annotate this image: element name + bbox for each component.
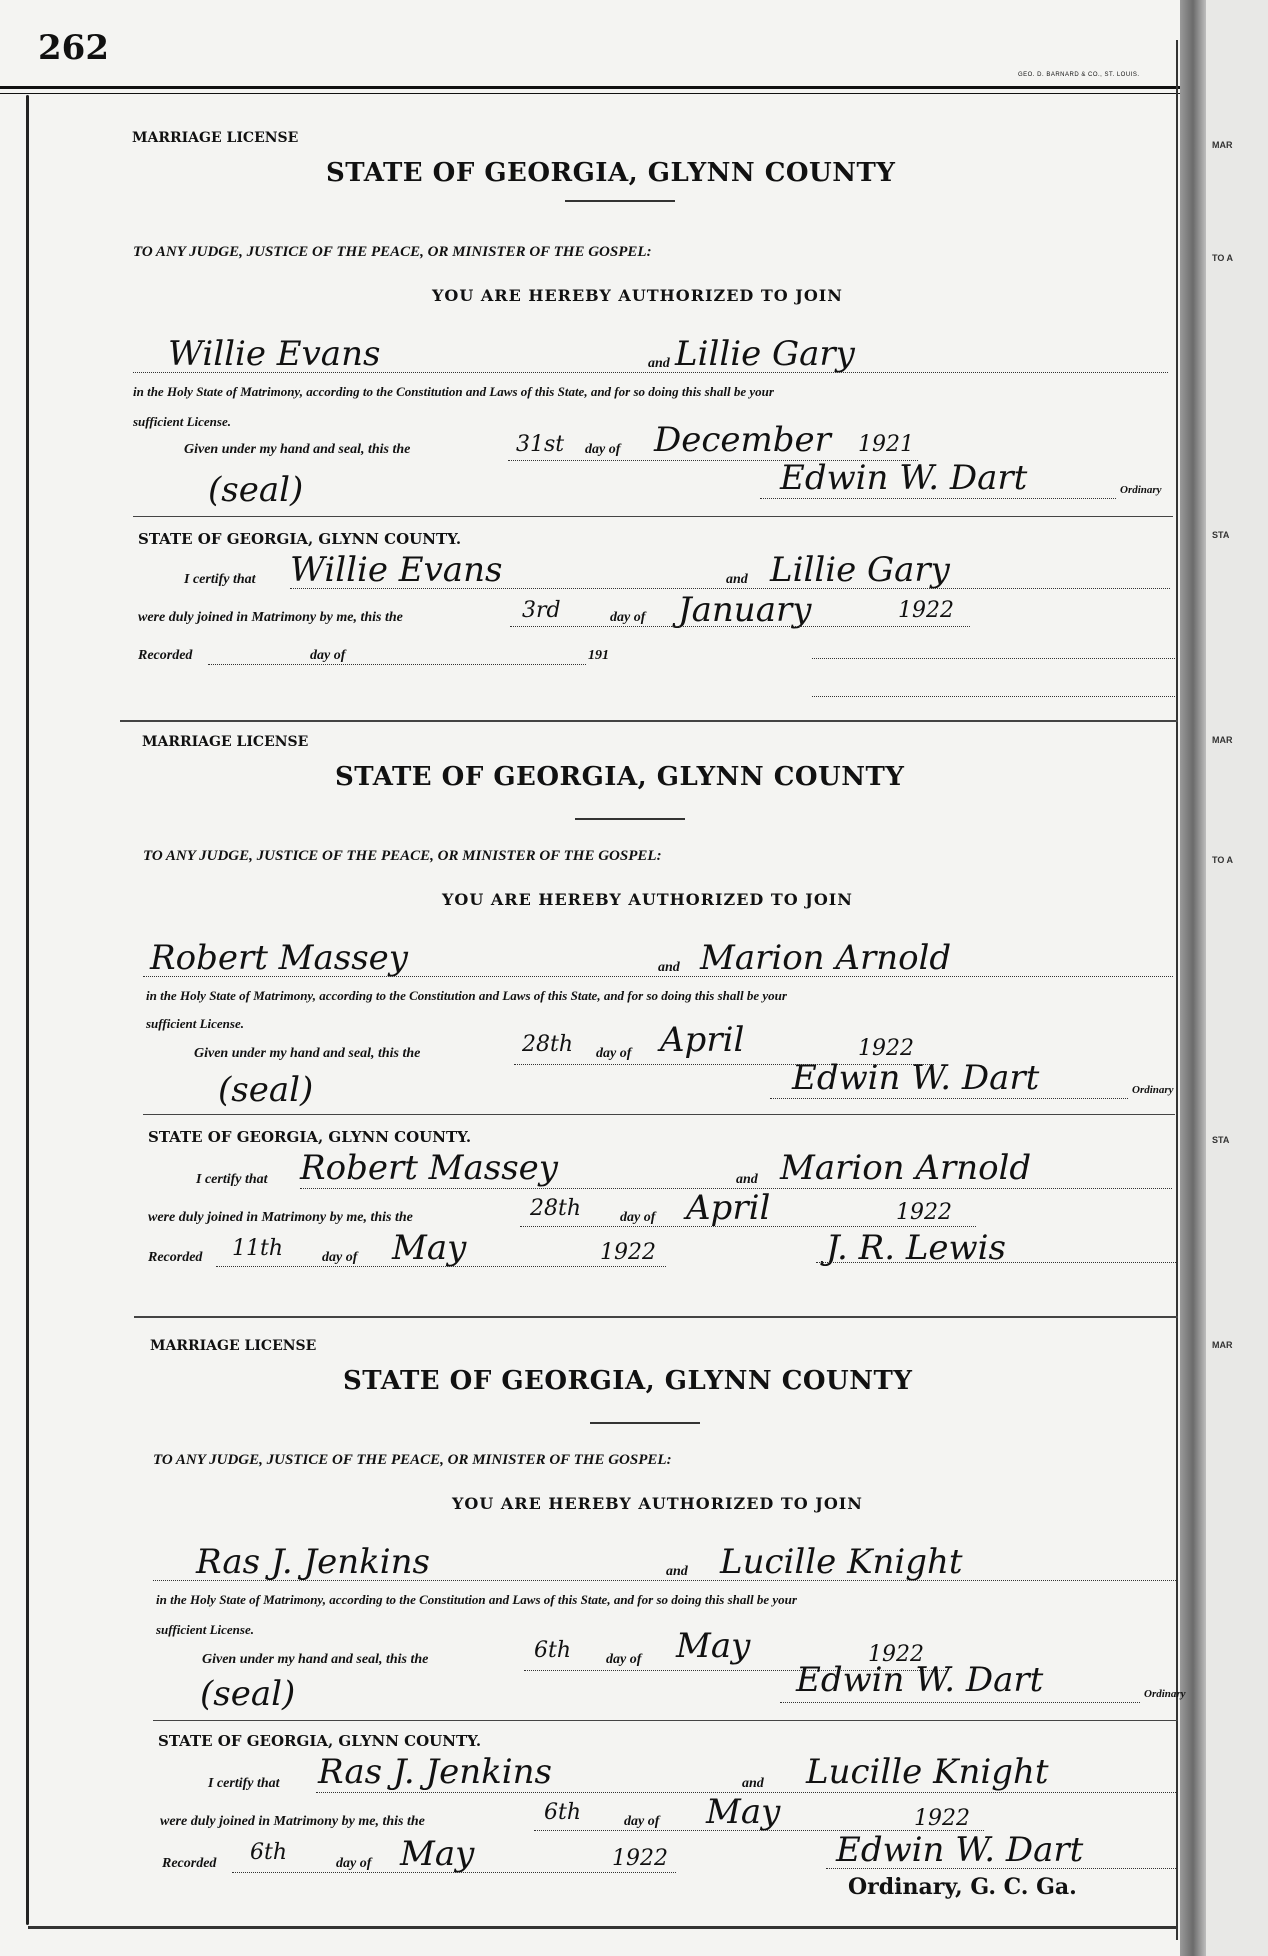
groom-name: Ras J. Jenkins [196,1542,430,1582]
cert-groom-name: Robert Massey [300,1148,558,1188]
right-margin-rule [1176,40,1178,1940]
cert-groom-name: Willie Evans [290,550,503,590]
recorded-day: 11th [232,1236,284,1261]
joined-line [520,1226,976,1227]
joined-label: were duly joined in Matrimony by me, this the [148,1210,413,1225]
ordinary-line [760,498,1116,499]
groom-name: Willie Evans [168,334,381,374]
given-year: 1922 [868,1642,924,1667]
license-header-small: MARRIAGE LICENSE [150,1338,317,1354]
and-label: and [742,1776,764,1791]
ordinary-label: Ordinary [1144,1688,1186,1700]
cert-bride-name: Lucille Knight [806,1752,1049,1792]
bride-name: Lucille Knight [720,1542,963,1582]
given-day: 6th [534,1638,572,1663]
left-margin-rule [26,95,29,1925]
joined-month: May [706,1792,781,1832]
certificate-header: STATE OF GEORGIA, GLYNN COUNTY. [138,530,462,548]
and-label: and [726,572,748,587]
recorded-label: Recorded [162,1856,217,1871]
joined-label: were duly joined in Matrimony by me, this the [160,1814,425,1829]
license-header-small: MARRIAGE LICENSE [132,130,299,146]
given-year: 1921 [858,432,914,457]
names-line [153,1580,1178,1581]
certify-label: I certify that [184,572,256,587]
recorded-line [208,664,586,665]
groom-name: Robert Massey [150,938,408,978]
license-cert-divider [133,516,1173,517]
license-header-big: STATE OF GEORGIA, GLYNN COUNTY [326,158,896,188]
officiant-signature: J. R. Lewis [826,1228,1006,1268]
license-cert-divider [153,1720,1178,1721]
recorded-month: May [400,1834,475,1874]
and-label: and [736,1172,758,1187]
ordinary-signature: Edwin W. Dart [792,1058,1040,1098]
next-page-stub: MAR [1212,140,1233,150]
day-of-label: day of [606,1652,642,1667]
given-year: 1922 [858,1036,914,1061]
addressee-line: TO ANY JUDGE, JUSTICE OF THE PEACE, OR MINISTER OF THE GOSPEL: [153,1452,672,1468]
recorded-month: May [392,1228,467,1268]
header-divider [565,200,675,202]
bottom-rule [28,1926,1178,1929]
ordinary-line [780,1702,1140,1703]
given-month: May [676,1626,751,1666]
certify-label: I certify that [196,1172,268,1187]
header-divider [575,818,685,820]
officiant-line [812,658,1177,659]
ordinary-label: Ordinary [1120,484,1162,496]
recorded-year: 1922 [612,1846,668,1871]
recorded-year: 1922 [600,1240,656,1265]
joined-day: 6th [544,1800,582,1825]
next-page-stub: MAR [1212,735,1233,745]
seal-mark: (seal) [218,1070,314,1110]
matrimony-text: in the Holy State of Matrimony, according to the Constitution and Laws of this State, and for so doing this shall be your [146,988,787,1003]
license-header-small: MARRIAGE LICENSE [142,734,309,750]
seal-mark: (seal) [200,1674,296,1714]
license-cert-divider [143,1114,1175,1115]
sufficient-text: sufficient License. [156,1622,254,1637]
sufficient-text: sufficient License. [133,414,231,429]
book-gutter [1180,0,1206,1956]
names-line [133,372,1168,373]
given-day: 31st [516,432,565,457]
certify-label: I certify that [208,1776,280,1791]
joined-year: 1922 [898,598,954,623]
matrimony-text: in the Holy State of Matrimony, according to the Constitution and Laws of this State, and for so doing this shall be your [133,384,774,399]
recorded-label: Recorded [138,648,193,663]
day-of-label: day of [620,1210,656,1225]
next-page-edge [1206,0,1268,1956]
recorded-line [232,1872,676,1873]
recorded-day: 6th [250,1840,288,1865]
ordinary-line [770,1098,1128,1099]
officiant-title-line [812,696,1177,697]
and-label: and [666,1564,688,1579]
given-month: December [654,420,831,460]
recorded-label: Recorded [148,1250,203,1265]
ordinary-signature: Edwin W. Dart [780,458,1028,498]
bride-name: Lillie Gary [675,334,855,374]
given-month: April [660,1020,745,1060]
officiant-line [826,1868,1178,1869]
given-label: Given under my hand and seal, this the [184,442,411,457]
day-of-label: day of [336,1856,372,1871]
joined-month: April [686,1188,771,1228]
sufficient-text: sufficient License. [146,1016,244,1031]
names-line [143,976,1173,977]
day-of-label: day of [624,1814,660,1829]
joined-line [510,626,970,627]
next-page-stub: STA [1212,530,1230,540]
day-of-label: day of [596,1046,632,1061]
cert-bride-name: Lillie Gary [770,550,950,590]
authorization-line: YOU ARE HEREBY AUTHORIZED TO JOIN [432,286,843,305]
given-label: Given under my hand and seal, this the [194,1046,421,1061]
header-divider [590,1422,700,1424]
page-number: 262 [38,28,109,68]
day-of-label: day of [585,442,621,457]
matrimony-text: in the Holy State of Matrimony, according to the Constitution and Laws of this State, and for so doing this shall be your [156,1592,797,1607]
addressee-line: TO ANY JUDGE, JUSTICE OF THE PEACE, OR MINISTER OF THE GOSPEL: [143,848,662,864]
ordinary-label: Ordinary [1132,1084,1174,1096]
entry-separator [134,1316,1178,1318]
authorization-line: YOU ARE HEREBY AUTHORIZED TO JOIN [442,890,853,909]
recorded-year-prefix: 191 [588,648,609,663]
recorded-line [216,1266,666,1267]
addressee-line: TO ANY JUDGE, JUSTICE OF THE PEACE, OR MINISTER OF THE GOSPEL: [133,244,652,260]
certificate-header: STATE OF GEORGIA, GLYNN COUNTY. [148,1128,472,1146]
authorization-line: YOU ARE HEREBY AUTHORIZED TO JOIN [452,1494,863,1513]
entry-separator [120,720,1178,722]
joined-label: were duly joined in Matrimony by me, this the [138,610,403,625]
bride-name: Marion Arnold [700,938,952,978]
day-of-label: day of [322,1250,358,1265]
joined-year: 1922 [914,1806,970,1831]
top-rule-thin [0,93,1200,94]
ordinary-footer: Ordinary, G. C. Ga. [848,1874,1077,1900]
next-page-stub: TO A [1212,855,1234,865]
joined-month: January [678,590,812,630]
given-label: Given under my hand and seal, this the [202,1652,429,1667]
license-header-big: STATE OF GEORGIA, GLYNN COUNTY [335,762,905,792]
next-page-stub: TO A [1212,253,1234,263]
top-rule [0,86,1200,89]
joined-day: 28th [530,1196,582,1221]
cert-bride-name: Marion Arnold [780,1148,1032,1188]
next-page-stub: STA [1212,1135,1230,1145]
day-of-label: day of [610,610,646,625]
officiant-signature: Edwin W. Dart [836,1830,1084,1870]
and-label: and [648,356,670,371]
given-day: 28th [522,1032,574,1057]
license-header-big: STATE OF GEORGIA, GLYNN COUNTY [343,1366,913,1396]
cert-names-line [290,588,1170,589]
seal-mark: (seal) [208,470,304,510]
joined-year: 1922 [896,1200,952,1225]
joined-day: 3rd [522,598,561,623]
day-of-label: day of [310,648,346,663]
cert-groom-name: Ras J. Jenkins [318,1752,552,1792]
printer-imprint: GEO. D. BARNARD & CO., ST. LOUIS. [1018,72,1140,78]
certificate-header: STATE OF GEORGIA, GLYNN COUNTY. [158,1732,482,1750]
and-label: and [658,960,680,975]
next-page-stub: MAR [1212,1340,1233,1350]
ordinary-signature: Edwin W. Dart [796,1660,1044,1700]
officiant-line [816,1262,1178,1263]
